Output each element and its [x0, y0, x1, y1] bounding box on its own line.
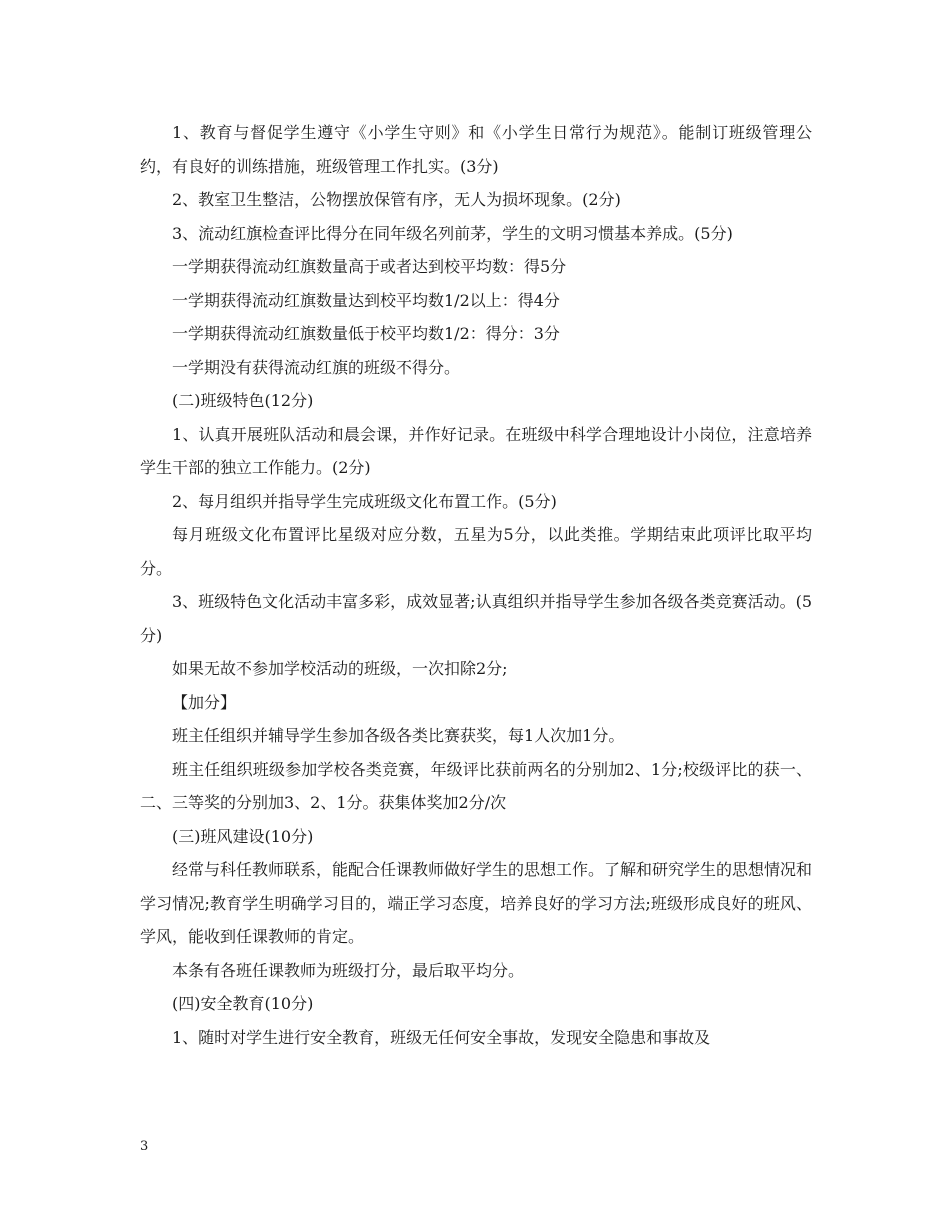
section-heading: (二)班级特色(12分) [172, 391, 314, 410]
paragraph: 经常与科任教师联系，能配合任课教师做好学生的思想工作。了解和研究学生的思想情况和学习情况;教育学生明确学习目的，端正学习态度，培养良好的学习方法;班级形成良好的班风、学风，能收到任课教师的肯定。 [140, 860, 813, 946]
section-heading: (四)安全教育(10分) [172, 994, 314, 1013]
paragraph: 一学期获得流动红旗数量低于校平均数1/2：得分：3分 [172, 324, 560, 343]
paragraph: 2、每月组织并指导学生完成班级文化布置工作。(5分) [172, 491, 557, 511]
paragraph: 每月班级文化布置评比星级对应分数，五星为5分，以此类推。学期结束此项评比取平均分。 [140, 525, 812, 578]
paragraph: 一学期获得流动红旗数量达到校平均数1/2以上：得4分 [172, 290, 560, 310]
paragraph: 班主任组织班级参加学校各类竞赛，年级评比获前两名的分别加2、1分;校级评比的获一、二、三等奖的分别加3、2、1分。获集体奖加2分/次 [140, 759, 812, 812]
paragraph: 如果无故不参加学校活动的班级，一次扣除2分; [172, 659, 508, 678]
paragraph: 一学期获得流动红旗数量高于或者达到校平均数：得5分 [172, 257, 567, 276]
paragraph: 3、流动红旗检查评比得分在同年级名列前茅，学生的文明习惯基本养成。(5分) [172, 223, 733, 243]
paragraph: 班主任组织并辅导学生参加各级各类比赛获奖，每1人次加1分。 [172, 726, 625, 745]
paragraph: 本条有各班任课教师为班级打分，最后取平均分。 [172, 960, 525, 980]
paragraph: 2、教室卫生整洁，公物摆放保管有序，无人为损坏现象。(2分) [172, 190, 621, 209]
section-heading: (三)班风建设(10分) [172, 826, 314, 846]
paragraph: 一学期没有获得流动红旗的班级不得分。 [172, 357, 461, 377]
paragraph: 1、教育与督促学生遵守《小学生守则》和《小学生日常行为规范》。能制订班级管理公约，有良好的训练措施，班级管理工作扎实。(3分) [140, 123, 812, 176]
bonus-heading: 【加分】 [172, 692, 237, 712]
paragraph: 1、随时对学生进行安全教育，班级无任何安全事故，发现安全隐患和事故及 [172, 1027, 711, 1047]
paragraph: 1、认真开展班队活动和晨会课，并作好记录。在班级中科学合理地设计小岗位，注意培养学生干部的独立工作能力。(2分) [140, 424, 812, 477]
paragraph: 3、班级特色文化活动丰富多彩，成效显著;认真组织并指导学生参加各级各类竞赛活动。(5分) [140, 592, 812, 645]
page-number: 3 [140, 1139, 149, 1154]
document-body [140, 116, 812, 1054]
